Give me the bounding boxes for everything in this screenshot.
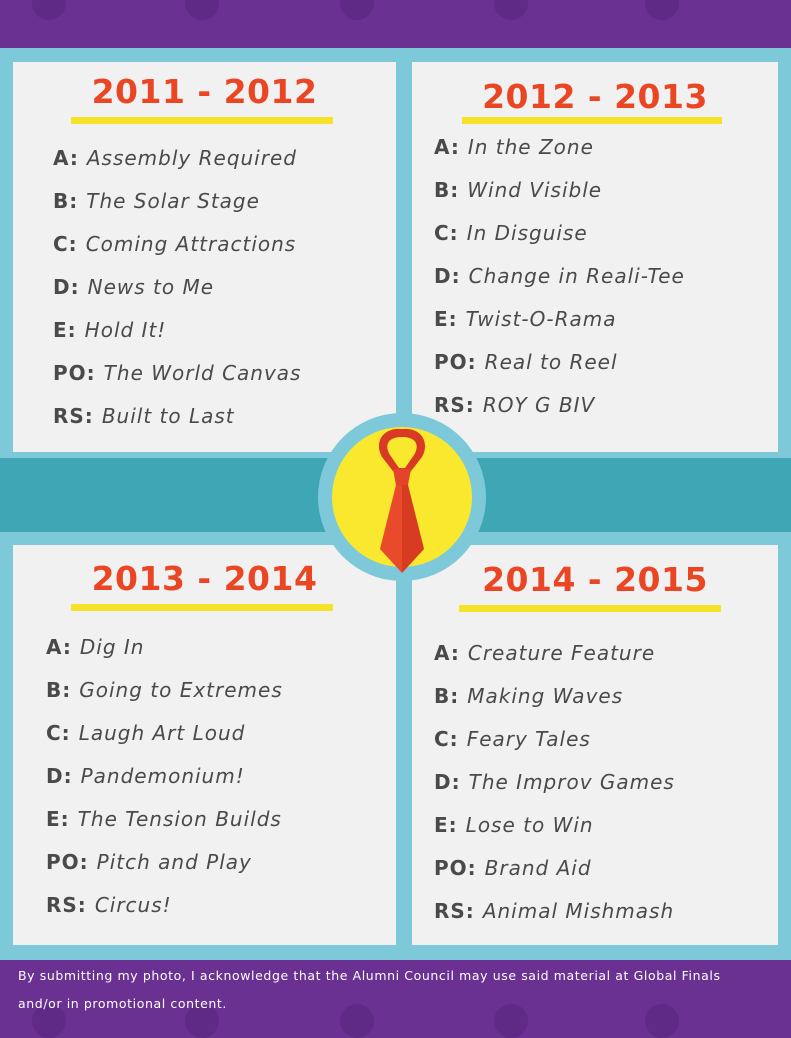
- problem-code: PO:: [434, 856, 477, 880]
- problem-code: E:: [434, 307, 458, 331]
- problem-code: D:: [46, 764, 73, 788]
- list-item: [434, 307, 685, 350]
- problem-code: D:: [434, 770, 461, 794]
- problem-theme: In the Zone: [467, 135, 594, 159]
- problem-theme: Twist-O-Rama: [465, 307, 617, 331]
- decorative-dot: [340, 0, 374, 20]
- list-item: [53, 404, 301, 447]
- season-title: 2014 - 2015: [482, 560, 708, 599]
- problem-theme: Creature Feature: [467, 641, 656, 665]
- list-item: [434, 856, 675, 899]
- problem-theme: In Disguise: [466, 221, 588, 245]
- problem-code: A:: [53, 146, 79, 170]
- footer-line: By submitting my photo, I acknowledge that the Alumni Council may use said material at Global Finals: [18, 968, 721, 983]
- problem-theme: Change in Reali-Tee: [468, 264, 685, 288]
- decorative-dot: [32, 0, 66, 20]
- footer-disclaimer: [18, 962, 778, 1018]
- tie-medallion: [318, 413, 486, 581]
- list-item: [434, 684, 675, 727]
- problem-theme: Going to Extremes: [79, 678, 283, 702]
- problem-theme: Built to Last: [101, 404, 235, 428]
- problem-theme: ROY G BIV: [482, 393, 596, 417]
- list-item: [434, 813, 675, 856]
- problem-code: B:: [53, 189, 79, 213]
- season-card-2013-2014: [13, 545, 396, 945]
- problem-code: B:: [434, 178, 460, 202]
- theme-list: [434, 135, 685, 436]
- list-item: [53, 318, 301, 361]
- problem-theme: Pandemonium!: [80, 764, 245, 788]
- problem-code: RS:: [53, 404, 94, 428]
- problem-theme: The Tension Builds: [77, 807, 282, 831]
- problem-theme: Making Waves: [467, 684, 624, 708]
- problem-code: A:: [434, 641, 460, 665]
- list-item: [434, 221, 685, 264]
- problem-code: E:: [53, 318, 77, 342]
- problem-theme: Pitch and Play: [96, 850, 252, 874]
- list-item: [434, 727, 675, 770]
- problem-code: RS:: [434, 393, 475, 417]
- list-item: [53, 146, 301, 189]
- list-item: [53, 189, 301, 232]
- problem-theme: Circus!: [94, 893, 172, 917]
- problem-code: D:: [434, 264, 461, 288]
- list-item: [434, 899, 675, 942]
- problem-code: D:: [53, 275, 80, 299]
- list-item: [46, 850, 283, 893]
- title-underline: [462, 117, 722, 124]
- problem-code: E:: [46, 807, 70, 831]
- problem-code: C:: [434, 221, 459, 245]
- problem-theme: Dig In: [79, 635, 145, 659]
- title-underline: [459, 605, 721, 612]
- problem-code: C:: [46, 721, 71, 745]
- problem-theme: Lose to Win: [465, 813, 594, 837]
- problem-theme: The Solar Stage: [86, 189, 260, 213]
- season-card-2011-2012: [13, 62, 396, 452]
- problem-theme: Wind Visible: [467, 178, 603, 202]
- problem-code: PO:: [53, 361, 96, 385]
- problem-theme: News to Me: [87, 275, 215, 299]
- problem-code: RS:: [46, 893, 87, 917]
- problem-code: PO:: [46, 850, 89, 874]
- theme-list: [53, 146, 301, 447]
- footer-line: and/or in promotional content.: [18, 996, 228, 1011]
- problem-theme: Brand Aid: [484, 856, 592, 880]
- problem-theme: Hold It!: [84, 318, 167, 342]
- problem-code: E:: [434, 813, 458, 837]
- problem-theme: The World Canvas: [103, 361, 302, 385]
- decorative-dot: [185, 0, 219, 20]
- problem-code: A:: [434, 135, 460, 159]
- problem-code: B:: [434, 684, 460, 708]
- problem-code: B:: [46, 678, 72, 702]
- problem-theme: Feary Tales: [466, 727, 591, 751]
- problem-theme: Real to Reel: [484, 350, 618, 374]
- list-item: [53, 275, 301, 318]
- season-card-2012-2013: [412, 62, 778, 452]
- season-card-2014-2015: [412, 545, 778, 945]
- decorative-dot: [645, 0, 679, 20]
- problem-code: A:: [46, 635, 72, 659]
- list-item: [46, 764, 283, 807]
- list-item: [434, 135, 685, 178]
- problem-theme: Coming Attractions: [85, 232, 297, 256]
- problem-code: RS:: [434, 899, 475, 923]
- list-item: [434, 770, 675, 813]
- list-item: [53, 361, 301, 404]
- season-title: 2012 - 2013: [482, 77, 708, 116]
- list-item: [434, 350, 685, 393]
- theme-list: [434, 641, 675, 942]
- list-item: [46, 635, 283, 678]
- season-title: 2013 - 2014: [91, 559, 318, 598]
- season-title: 2011 - 2012: [91, 72, 318, 111]
- title-underline: [71, 604, 333, 611]
- list-item: [434, 178, 685, 221]
- list-item: [46, 807, 283, 850]
- title-underline: [71, 117, 333, 124]
- list-item: [434, 264, 685, 307]
- problem-code: C:: [434, 727, 459, 751]
- list-item: [46, 678, 283, 721]
- list-item: [46, 893, 283, 936]
- necktie-icon: [318, 413, 486, 581]
- problem-theme: Assembly Required: [86, 146, 297, 170]
- problem-theme: The Improv Games: [468, 770, 675, 794]
- problem-code: C:: [53, 232, 78, 256]
- list-item: [53, 232, 301, 275]
- theme-list: [46, 635, 283, 936]
- problem-theme: Laugh Art Loud: [78, 721, 246, 745]
- decorative-dot: [494, 0, 528, 20]
- problem-theme: Animal Mishmash: [482, 899, 675, 923]
- list-item: [434, 641, 675, 684]
- list-item: [46, 721, 283, 764]
- problem-code: PO:: [434, 350, 477, 374]
